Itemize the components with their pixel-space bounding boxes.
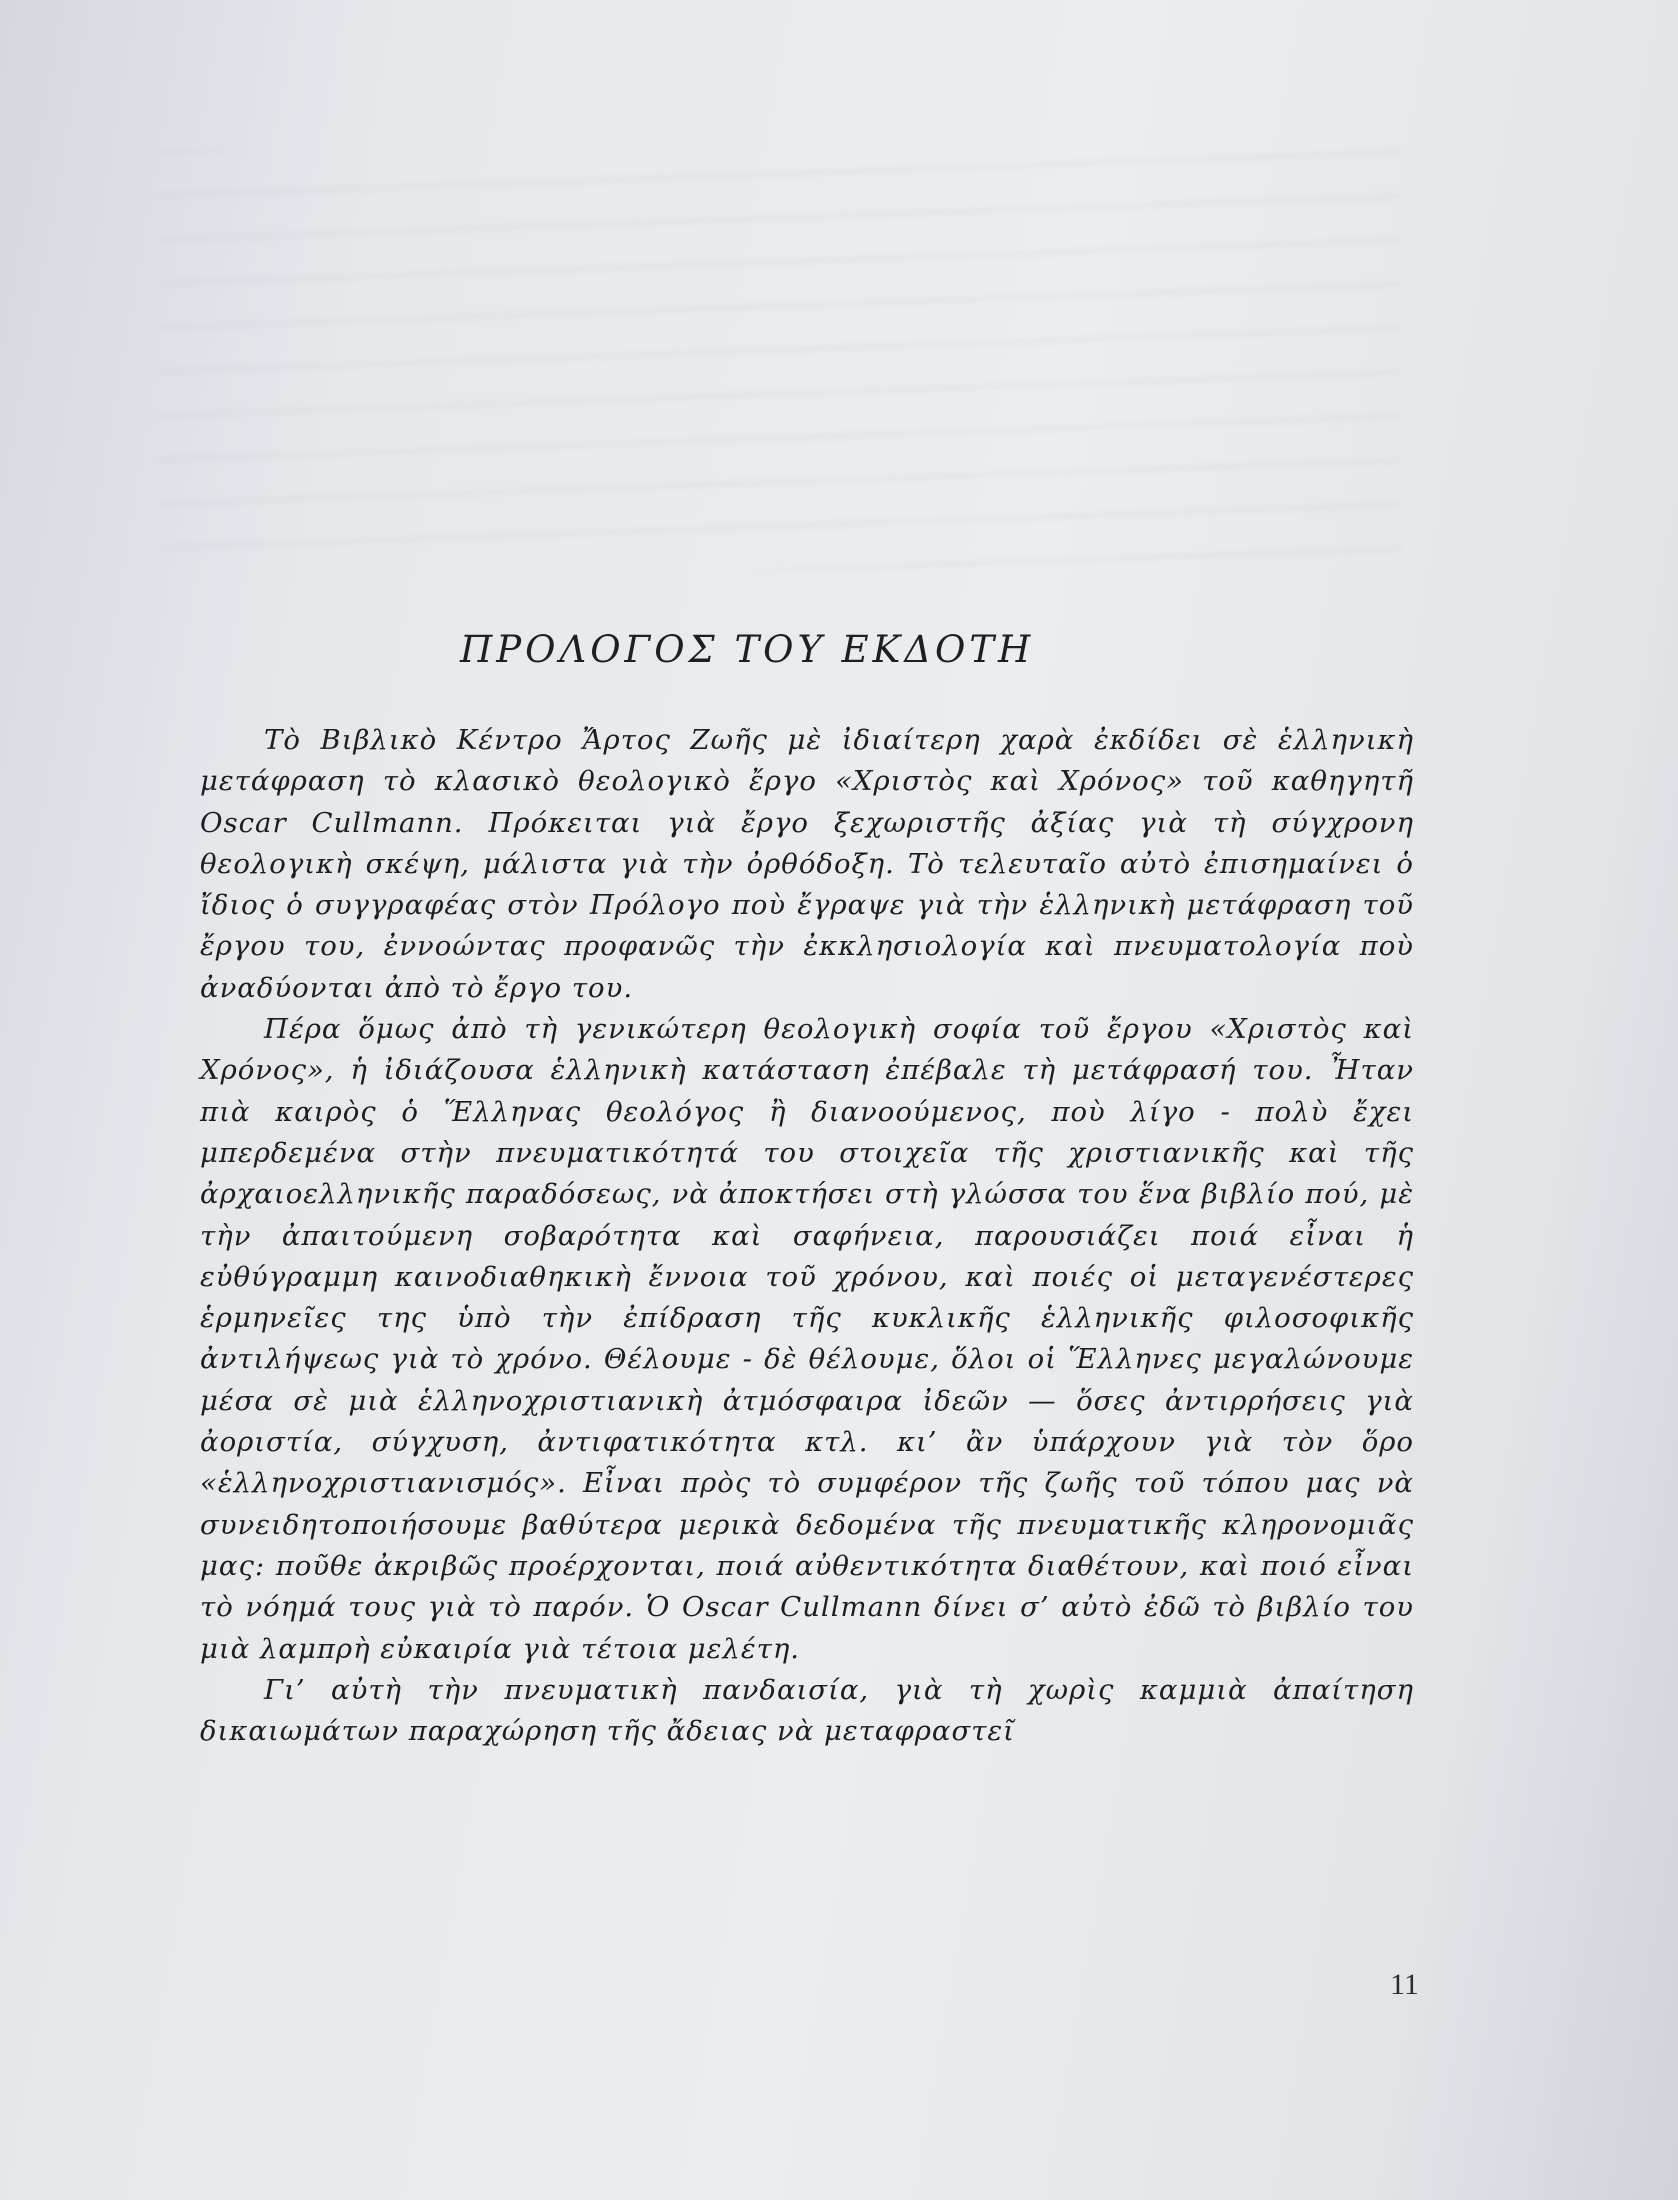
paragraph: Γι’ αὐτὴ τὴν πνευματικὴ πανδαισία, γιὰ τὴ χωρὶς καμμιὰ ἀπαίτηση δικαιωμάτων παραχώρηση τῆς ἄδειας νὰ μεταφραστεῖ <box>200 1673 1414 1748</box>
body-text <box>200 720 1414 1752</box>
show-through-text <box>160 150 1400 570</box>
page-number: 11 <box>1390 1968 1419 2001</box>
paragraph: Πέρα ὅμως ἀπὸ τὴ γενικώτερη θεολογικὴ σοφία τοῦ ἔργου «Χριστὸς καὶ Χρόνος», ἡ ἰδιάζουσα ἑλληνικὴ κατάσταση ἐπέβαλε τὴ μετάφρασή του. Ἦταν πιὰ καιρὸς ὁ Ἕλληνας θεολόγος ἢ διανοούμενος, ποὺ λίγο - πολὺ ἔχει μπερδεμένα στὴν πνευματικότητά του στοιχεῖα τῆς χριστιανικῆς καὶ τῆς ἀρχαιοελληνικῆς παραδόσεως, νὰ ἀποκτήσει στὴ γλώσσα του ἕνα βιβλίο πού, μὲ τὴν ἀπαιτούμενη σοβαρότητα καὶ σαφήνεια, παρουσιάζει ποιά εἶναι ἡ εὐθύγραμμη καινοδιαθηκικὴ ἔννοια τοῦ χρόνου, καὶ ποιές οἱ μεταγενέστερες ἑρμηνεῖες της ὑπὸ τὴν ἐπίδραση τῆς κυκλικῆς ἑλληνικῆς φιλοσοφικῆς ἀντιλήψεως γιὰ τὸ χρόνο. Θέλουμε - δὲ θέλουμε, ὅλοι οἱ Ἕλληνες μεγαλώνουμε μέσα σὲ μιὰ ἑλληνοχριστιανικὴ ἀτμόσφαιρα ἰδεῶν — ὅσες ἀντιρρήσεις γιὰ ἀοριστία, σύγχυση, ἀντιφατικότητα κτλ. κι’ ἂν ὑπάρχουν γιὰ τὸν ὅρο «ἑλληνοχριστιανισμός». Εἶναι πρὸς τὸ συμφέρον τῆς ζωῆς τοῦ τόπου μας νὰ συνειδητοποιήσουμε βαθύτερα μερικὰ δεδομένα τῆς πνευματικῆς κληρονομιᾶς μας: ποῦθε ἀκριβῶς προέρχονται, ποιά αὐθεντικότητα διαθέτουν, καὶ ποιό εἶναι τὸ νόημά τους γιὰ τὸ παρόν. Ὁ Oscar Cullmann δίνει σ’ αὐτὸ ἐδῶ τὸ βιβλίο του μιὰ λαμπρὴ εὐκαιρία γιὰ τέτοια μελέτη. <box>200 1013 1414 1665</box>
page-title: ΠΡΟΛΟΓΟΣ ΤΟΥ ΕΚΔΟΤΗ <box>460 628 1035 671</box>
paragraph: Τὸ Βιβλικὸ Κέντρο Ἄρτος Ζωῆς μὲ ἰδιαίτερη χαρὰ ἐκδίδει σὲ ἑλληνικὴ μετάφραση τὸ κλασικὸ θεολογικὸ ἔργο «Χριστὸς καὶ Χρόνος» τοῦ καθηγητῆ Oscar Cullmann. Πρόκειται γιὰ ἔργο ξεχωριστῆς ἀξίας γιὰ τὴ σύγχρονη θεολογικὴ σκέψη, μάλιστα γιὰ τὴν ὀρθόδοξη. Τὸ τελευταῖο αὐτὸ ἐπισημαίνει ὁ ἴδιος ὁ συγγραφέας στὸν Πρόλογο ποὺ ἔγραψε γιὰ τὴν ἑλληνικὴ μετάφραση τοῦ ἔργου του, ἐννοώντας προφανῶς τὴν ἐκκλησιολογία καὶ πνευματολογία ποὺ ἀναδύονται ἀπὸ τὸ ἔργο του. <box>200 724 1414 1004</box>
